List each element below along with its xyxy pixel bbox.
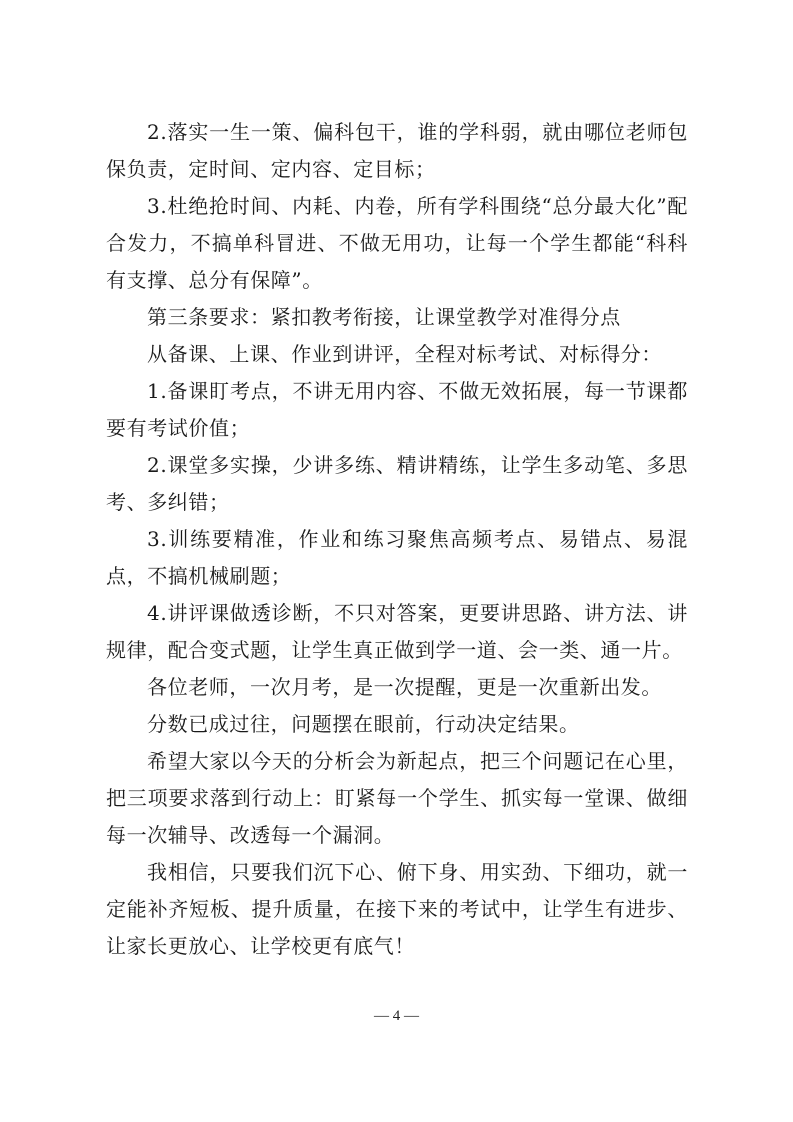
- paragraph-2: 3.杜绝抢时间、内耗、内卷，所有学科围绕“总分最大化”配合发力，不搞单科冒进、不做无用功，让每一个学生都能“科科有支撑、总分有保障”。: [106, 194, 688, 292]
- paragraph-closing-2: 分数已成过往，问题摆在眼前，行动决定结果。: [147, 712, 580, 736]
- list-item: 1.备课盯考点，不讲无用内容、不做无效拓展，每一节课都要有考试价值；: [106, 379, 688, 440]
- paragraph-closing-1: 各位老师，一次月考，是一次提醒，更是一次重新出发。: [147, 675, 662, 699]
- list-item: 3.训练要精准，作业和练习聚焦高频考点、易错点、易混点，不搞机械刷题；: [106, 527, 688, 588]
- list-item: 4.讲评课做透诊断，不只对答案，更要讲思路、讲方法、讲规律，配合变式题，让学生真正做到学一道、会一类、通一片。: [106, 601, 688, 662]
- paragraph-intro: 从备课、上课、作业到讲评，全程对标考试、对标得分：: [147, 342, 662, 366]
- paragraph-1: 2.落实一生一策、偏科包干，谁的学科弱，就由哪位老师包保负责，定时间、定内容、定目标；: [106, 120, 688, 181]
- document-body: [106, 114, 688, 965]
- paragraph-closing-3: 希望大家以今天的分析会为新起点，把三个问题记在心里，把三项要求落到行动上：盯紧每一个学生、抓实每一堂课、做细每一次辅导、改透每一个漏洞。: [106, 749, 688, 847]
- page-number: — 4 —: [374, 1008, 419, 1024]
- paragraph-closing-4: 我相信，只要我们沉下心、俯下身、用实劲、下细功，就一定能补齐短板、提升质量，在接下来的考试中，让学生有进步、让家长更放心、让学校更有底气！: [106, 860, 688, 958]
- list-item: 2.课堂多实操，少讲多练、精讲精练，让学生多动笔、多思考、多纠错；: [106, 453, 688, 514]
- section-heading: 第三条要求：紧扣教考衔接，让课堂教学对准得分点: [147, 305, 621, 329]
